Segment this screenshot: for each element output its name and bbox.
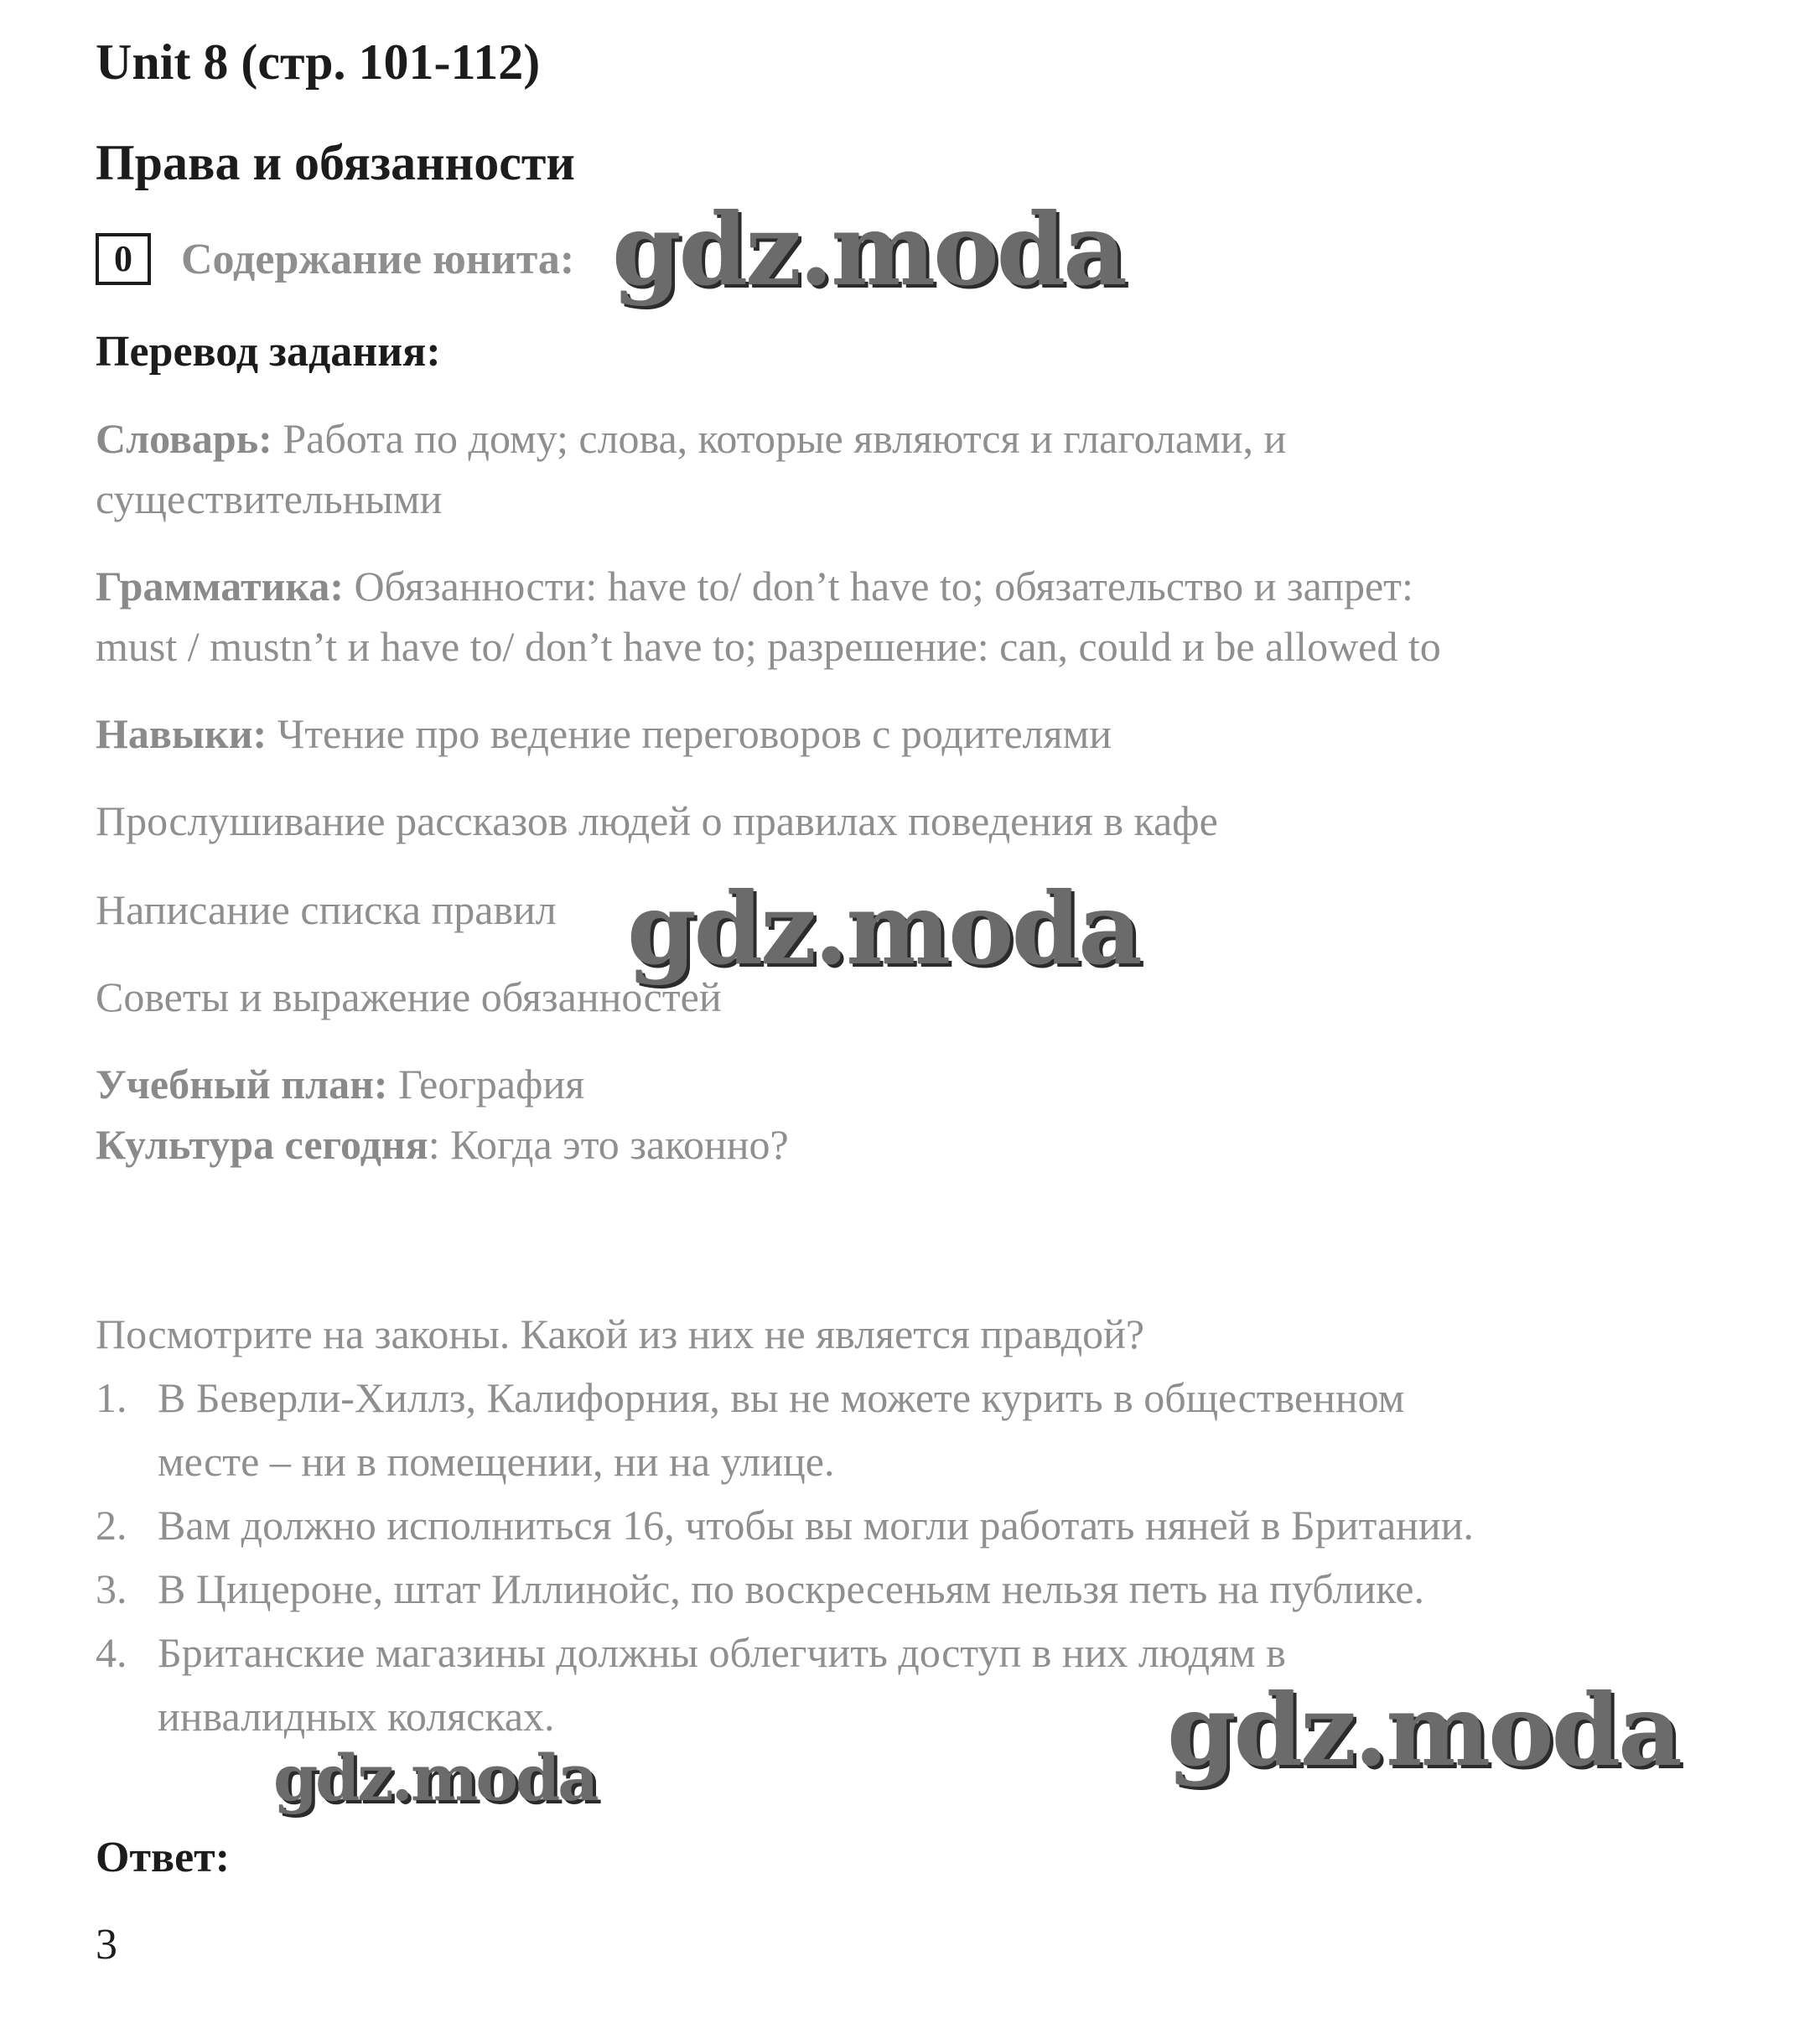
- vocabulary-line2: существительными: [96, 475, 443, 522]
- grammar-label: Грамматика:: [96, 563, 345, 610]
- vocabulary-label: Словарь:: [96, 415, 272, 462]
- answer-label: Ответ:: [96, 1834, 231, 1881]
- watermark: gdz.moda: [1167, 1672, 1680, 1788]
- watermark: gdz.moda: [627, 870, 1140, 987]
- culture-text: : Когда это законно?: [428, 1121, 789, 1168]
- skills-label: Навыки:: [96, 710, 267, 757]
- law-4-line1: Британские магазины должны облегчить доступ в них людям в: [158, 1629, 1286, 1676]
- law-1-line1: В Беверли-Хиллз, Калифорния, вы не можете курить в общественном: [158, 1374, 1405, 1421]
- skills-line2: Прослушивание рассказов людей о правилах поведения в кафе: [96, 797, 1218, 844]
- grammar-text: Обязанности: have to/ don’t have to; обязательство и запрет:: [344, 563, 1413, 610]
- curriculum-line: [96, 1060, 584, 1108]
- skills-line3: Написание списка правил: [96, 886, 557, 933]
- skills-line1: [96, 709, 1112, 758]
- grammar-line2: must / mustn’t и have to/ don’t have to; разрешение: can, could и be allowed to: [96, 623, 1441, 670]
- law-1-number: 1.: [96, 1374, 127, 1421]
- skills-line4: Советы и выражение обязанностей: [96, 973, 722, 1020]
- page-subtitle: Права и обязанности: [96, 135, 575, 190]
- skills-text: Чтение про ведение переговоров с родителями: [267, 710, 1112, 757]
- watermark: gdz.moda: [612, 191, 1125, 308]
- culture-line: [96, 1120, 789, 1169]
- curriculum-label: Учебный план:: [96, 1061, 388, 1108]
- law-2-line1: Вам должно исполниться 16, чтобы вы могли работать няней в Британии.: [158, 1502, 1474, 1549]
- vocabulary-line1: [96, 414, 1286, 463]
- section-number-box: 0: [96, 233, 151, 285]
- page-number: 3: [96, 1921, 117, 1969]
- unit-title: Unit 8 (стр. 101-112): [96, 34, 541, 90]
- curriculum-text: География: [387, 1061, 585, 1108]
- law-3-line1: В Цицероне, штат Иллинойс, по воскресеньям нельзя петь на публике.: [158, 1565, 1424, 1612]
- law-4-line2: инвалидных колясках.: [158, 1693, 555, 1740]
- law-3-number: 3.: [96, 1565, 127, 1612]
- law-1-line2: месте – ни в помещении, ни на улице.: [158, 1438, 835, 1485]
- watermark: gdz.moda: [273, 1741, 597, 1815]
- law-4-number: 4.: [96, 1629, 127, 1676]
- question-text: Посмотрите на законы. Какой из них не является правдой?: [96, 1310, 1145, 1357]
- section-label: Содержание юнита:: [181, 236, 575, 283]
- law-2-number: 2.: [96, 1502, 127, 1549]
- grammar-line1: [96, 562, 1413, 610]
- vocabulary-text: Работа по дому; слова, которые являются и глаголами, и: [272, 415, 1287, 462]
- task-heading: Перевод задания:: [96, 328, 441, 376]
- culture-label: Культура сегодня: [96, 1121, 428, 1168]
